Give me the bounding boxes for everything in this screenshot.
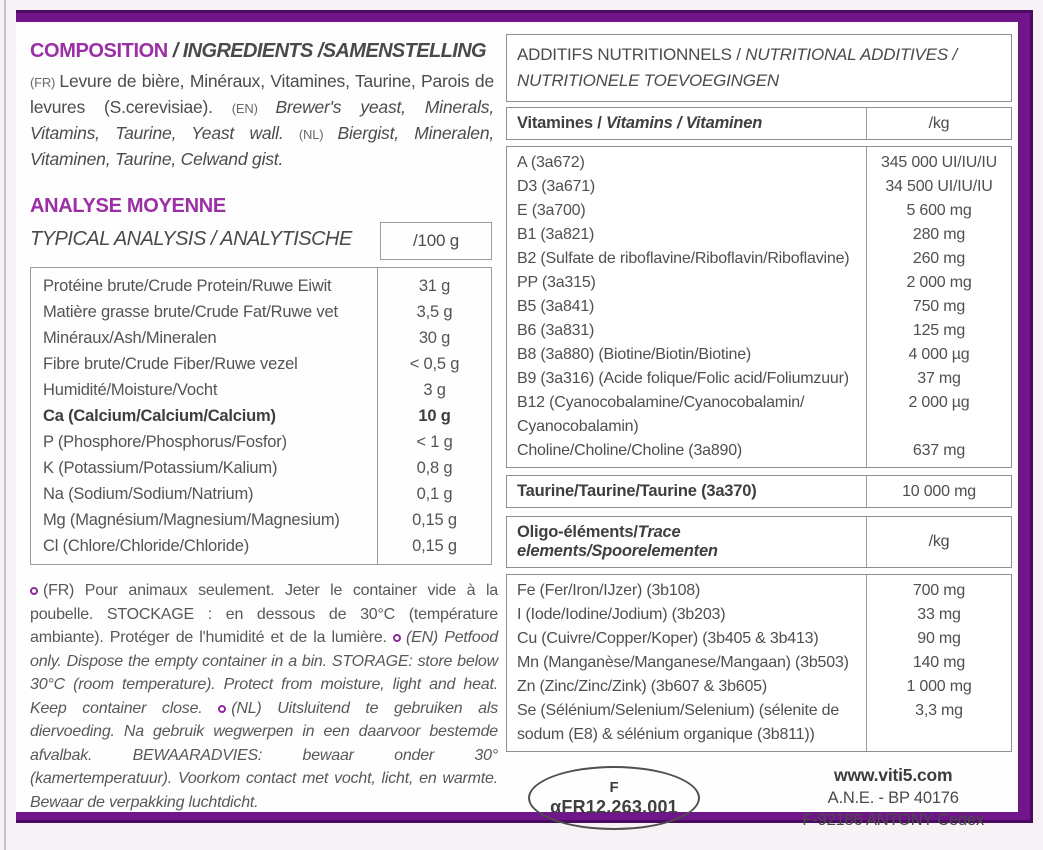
vitamin-row-value: 260 mg xyxy=(912,250,966,267)
trace-row-label: Cu (Cuivre/Copper/Koper) (3b405 & 3b413) xyxy=(517,630,819,647)
vitamin-row-label: B9 (3a316) (Acide folique/Folic acid/Foliumzuur) xyxy=(517,370,849,387)
composition-text xyxy=(30,69,494,171)
taurine-label: Taurine/Taurine/Taurine (3a370) xyxy=(517,482,757,500)
analysis-row-value: 0,1 g xyxy=(416,485,453,503)
vitamins-label-fr: Vitamines / xyxy=(517,114,607,132)
trace-element-row xyxy=(507,651,1011,675)
address-line-1: A.N.E. - BP 40176 xyxy=(827,789,959,807)
trace-row-label: Zn (Zinc/Zinc/Zink) (3b607 & 3b605) xyxy=(517,678,767,695)
vitamin-row xyxy=(507,391,1011,439)
analysis-row-value: 31 g xyxy=(418,277,451,295)
analysis-row xyxy=(31,455,491,481)
analysis-row-label: Na (Sodium/Sodium/Natrium) xyxy=(43,485,254,503)
analysis-row-value: 3 g xyxy=(423,381,446,399)
bullet-icon xyxy=(218,705,226,713)
analysis-row-value: 0,15 g xyxy=(412,511,457,529)
additives-header xyxy=(506,34,1012,102)
trace-row-value: 700 mg xyxy=(912,582,966,599)
vitamin-row xyxy=(507,343,1011,367)
trace-element-row xyxy=(507,627,1011,651)
vitamin-row xyxy=(507,199,1011,223)
table-divider xyxy=(866,147,867,467)
manufacturer-address xyxy=(802,764,984,831)
label-content xyxy=(16,22,1018,829)
address-line-2: F-92186 ANTONY Cedex xyxy=(802,811,984,829)
additives-header-fr: ADDITIFS NUTRITIONNELS / xyxy=(517,45,746,64)
vitamin-row xyxy=(507,295,1011,319)
analysis-subtitle: TYPICAL ANALYSIS / ANALYTISCHE xyxy=(30,228,352,250)
en-tag: (EN) xyxy=(231,101,276,116)
vitamin-row-value: 5 600 mg xyxy=(906,202,972,219)
vitamin-row-label: B5 (3a841) xyxy=(517,298,595,315)
vitamin-row-value: 750 mg xyxy=(912,298,966,315)
trace-row-value: 1 000 mg xyxy=(906,678,972,695)
vitamin-row xyxy=(507,271,1011,295)
additives-column xyxy=(506,34,1012,831)
vitamin-row-label: A (3a672) xyxy=(517,154,585,171)
vitamin-row-label: D3 (3a671) xyxy=(517,178,596,195)
analysis-row-label: Minéraux/Ash/Mineralen xyxy=(43,329,217,347)
vitamin-row xyxy=(507,439,1011,463)
analysis-row xyxy=(31,481,491,507)
analysis-row xyxy=(31,429,491,455)
trace-element-row xyxy=(507,579,1011,603)
storage-nl: (NL) Uitsluitend te gebruiken als diervoeding. Na gebruik wegwerpen in een daarvoor bestemde afvalbak. BEWAARADVIES: bewaar onder 30° (kamertemperatuur). Voorkom contact met vocht, licht, en warmte. Bewaar de verpakking luchtdicht. xyxy=(30,699,498,811)
analysis-row xyxy=(31,403,491,429)
vitamin-row xyxy=(507,223,1011,247)
composition-nl: Biergist, Mineralen, Vitaminen, Taurine, Celwand gist. xyxy=(30,123,495,169)
trace-label-fr: Oligo-éléments/ xyxy=(517,523,638,541)
analysis-row-value: 0,8 g xyxy=(416,459,453,477)
analysis-row-value: < 0,5 g xyxy=(409,355,460,373)
approval-country-letter: F xyxy=(609,778,619,796)
composition-title-translations: / INGREDIENTS /SAMENSTELLING xyxy=(167,40,487,62)
vitamins-header-label xyxy=(507,108,867,139)
vitamin-row-value: 2 000 mg xyxy=(906,274,972,291)
trace-row-label: I (Iode/Iodine/Jodium) (3b203) xyxy=(517,606,726,623)
trace-row-value: 33 mg xyxy=(917,606,961,623)
vitamin-row xyxy=(507,175,1011,199)
table-divider xyxy=(377,268,378,564)
trace-row-value: 90 mg xyxy=(917,630,961,647)
analysis-row xyxy=(31,377,491,403)
approval-oval-stamp xyxy=(528,766,700,830)
footer xyxy=(506,764,1012,831)
analysis-subtitle-row xyxy=(30,222,494,260)
vitamin-row-value: 37 mg xyxy=(917,370,961,387)
vitamin-row-label: B6 (3a831) xyxy=(517,322,595,339)
vitamins-unit-header: /kg xyxy=(928,114,950,132)
vitamin-row-label: Choline/Choline/Choline (3a890) xyxy=(517,442,743,459)
trace-element-row xyxy=(507,675,1011,699)
approval-number: αFR12.263.001 xyxy=(550,796,678,817)
taurine-value: 10 000 mg xyxy=(902,482,976,500)
analysis-row-label: Protéine brute/Crude Protein/Ruwe Eiwit xyxy=(43,277,332,295)
analysis-row-label: Mg (Magnésium/Magnesium/Magnesium) xyxy=(43,511,340,529)
label-cut-edge xyxy=(4,0,6,850)
analysis-row-label: K (Potassium/Potassium/Kalium) xyxy=(43,459,278,477)
vitamin-row-label: B8 (3a880) (Biotine/Biotin/Biotine) xyxy=(517,346,752,363)
vitamin-row-value: 125 mg xyxy=(912,322,966,339)
analysis-row-value: 0,15 g xyxy=(412,537,457,555)
vitamins-table xyxy=(506,146,1012,468)
trace-elements-header-row xyxy=(506,516,1012,568)
storage-fr: (FR) Pour animaux seulement. Jeter le container vide à la poubelle. STOCKAGE : en dessous de 30°C (température ambiante). Protéger de l'humidité et de la lumière. xyxy=(30,582,498,646)
trace-row-value: 3,3 mg xyxy=(915,702,963,719)
trace-element-row xyxy=(507,699,1011,747)
vitamin-row-label: E (3a700) xyxy=(517,202,586,219)
vitamin-row-value: 34 500 UI/IU/IU xyxy=(885,178,993,195)
vitamin-row-value: 4 000 µg xyxy=(908,346,970,363)
composition-title-fr: COMPOSITION xyxy=(30,40,168,62)
vitamins-header-row xyxy=(506,107,1012,140)
storage-en: (EN) Petfood only. Dispose the empty container in a bin. STORAGE: store below 30°C (room temperature). Protect from moisture, light and heat. Keep container close. xyxy=(30,629,498,717)
composition-column xyxy=(30,40,498,814)
analysis-row-label: Matière grasse brute/Crude Fat/Ruwe vet xyxy=(43,303,338,321)
table-divider xyxy=(866,517,867,567)
vitamin-row-value: 345 000 UI/IU/IU xyxy=(881,154,997,171)
analysis-row xyxy=(31,273,491,299)
table-divider xyxy=(866,575,867,751)
trace-unit-header: /kg xyxy=(928,533,950,550)
composition-en: Brewer's yeast, Minerals, Vitamins, Taurine, Yeast wall. xyxy=(30,97,494,143)
analysis-row xyxy=(31,533,491,559)
taurine-row xyxy=(506,475,1012,508)
storage-instructions xyxy=(30,579,498,814)
vitamin-row-label: B1 (3a821) xyxy=(517,226,595,243)
analysis-row-value: 3,5 g xyxy=(416,303,453,321)
trace-row-label: Se (Sélénium/Selenium/Selenium) (sélenite de sodum (E8) & sélénium organique (3b811)) xyxy=(517,702,840,743)
vitamins-label-translations: Vitamins / Vitaminen xyxy=(606,114,763,132)
per-100g-header: /100 g xyxy=(380,222,492,260)
vitamin-row-label: B12 (Cyanocobalamine/Cyanocobalamin/ Cyanocobalamin) xyxy=(517,394,805,435)
vitamin-row xyxy=(507,367,1011,391)
purple-frame xyxy=(16,10,1033,829)
trace-header-label xyxy=(507,517,867,567)
analysis-row-label: Fibre brute/Crude Fiber/Ruwe vezel xyxy=(43,355,298,373)
nl-tag: (NL) xyxy=(298,127,338,142)
website-url: www.viti5.com xyxy=(834,765,953,785)
trace-row-value: 140 mg xyxy=(912,654,966,671)
bullet-icon xyxy=(393,634,401,642)
composition-title xyxy=(30,40,494,63)
vitamin-row-value: 2 000 µg xyxy=(908,394,970,411)
trace-label-translations: Trace elements/Spoorelementen xyxy=(517,523,718,560)
analysis-row-label: Ca (Calcium/Calcium/Calcium) xyxy=(43,407,276,425)
vitamin-row-label: PP (3a315) xyxy=(517,274,596,291)
vitamin-row xyxy=(507,151,1011,175)
vitamin-row xyxy=(507,247,1011,271)
vitamin-row-value: 280 mg xyxy=(912,226,966,243)
analysis-table xyxy=(30,267,492,565)
additives-header-translations: NUTRITIONAL ADDITIVES / NUTRITIONELE TOEVOEGINGEN xyxy=(517,45,958,90)
vitamin-row xyxy=(507,319,1011,343)
composition-fr: Levure de bière, Minéraux, Vitamines, Taurine, Parois de levures (S.cerevisiae). xyxy=(30,71,494,117)
fr-tag: (FR) xyxy=(30,75,60,90)
trace-elements-table xyxy=(506,574,1012,752)
table-divider xyxy=(866,108,867,139)
analysis-row-value: 10 g xyxy=(418,407,451,425)
analysis-row-label: Cl (Chlore/Chloride/Chloride) xyxy=(43,537,250,555)
analysis-row xyxy=(31,299,491,325)
analysis-row xyxy=(31,507,491,533)
vitamin-row-value: 637 mg xyxy=(912,442,966,459)
bullet-icon xyxy=(30,587,38,595)
analysis-title: ANALYSE MOYENNE xyxy=(30,195,226,217)
analysis-row-value: < 1 g xyxy=(416,433,453,451)
table-divider xyxy=(866,476,867,507)
analysis-row-label: P (Phosphore/Phosphorus/Fosfor) xyxy=(43,433,287,451)
analysis-row xyxy=(31,351,491,377)
analysis-row-label: Humidité/Moisture/Vocht xyxy=(43,381,218,399)
analysis-row xyxy=(31,325,491,351)
analysis-row-value: 30 g xyxy=(418,329,451,347)
trace-element-row xyxy=(507,603,1011,627)
vitamin-row-label: B2 (Sulfate de riboflavine/Riboflavin/Riboflavine) xyxy=(517,250,850,267)
trace-row-label: Fe (Fer/Iron/IJzer) (3b108) xyxy=(517,582,701,599)
trace-row-label: Mn (Manganèse/Manganese/Mangaan) (3b503) xyxy=(517,654,849,671)
